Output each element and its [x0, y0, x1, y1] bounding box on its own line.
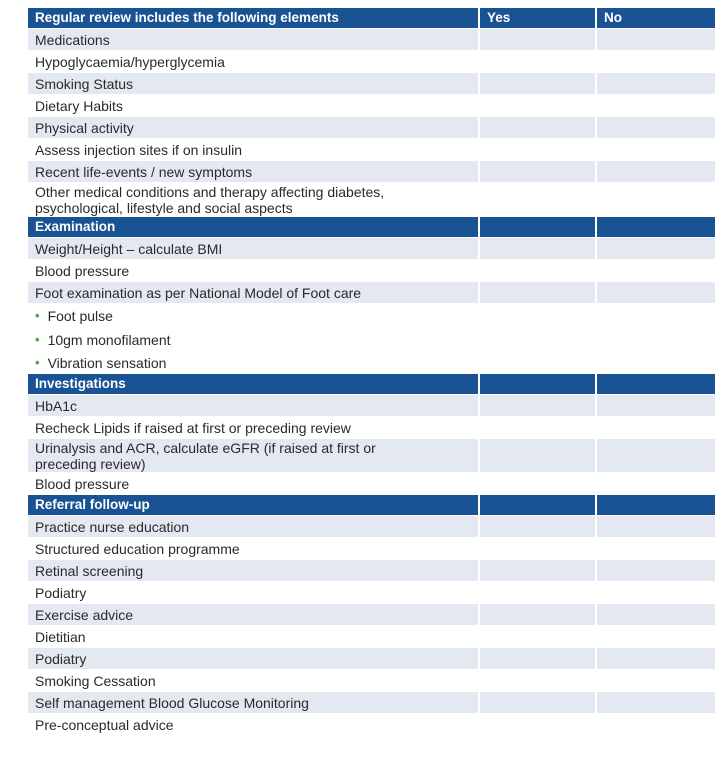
- table-row: [28, 417, 715, 439]
- table-row: [28, 29, 715, 51]
- bullet-icon: •: [35, 331, 40, 347]
- yes-column-header: [480, 374, 597, 394]
- no-cell[interactable]: [597, 51, 715, 72]
- row-label: Practice nurse education: [28, 516, 480, 537]
- yes-cell[interactable]: [480, 183, 597, 216]
- yes-cell[interactable]: [480, 117, 597, 138]
- yes-column-header: [480, 217, 597, 237]
- section-title: Investigations: [28, 374, 480, 394]
- no-cell[interactable]: [597, 282, 715, 303]
- yes-cell[interactable]: [480, 51, 597, 72]
- no-cell[interactable]: [597, 604, 715, 625]
- bullet-text: Foot pulse: [47, 307, 113, 324]
- row-label-line: psychological, lifestyle and social aspects: [35, 199, 293, 216]
- row-label: Exercise advice: [28, 604, 480, 625]
- no-cell[interactable]: [597, 117, 715, 138]
- table-row: [28, 51, 715, 73]
- no-cell[interactable]: [597, 473, 715, 494]
- yes-cell[interactable]: [480, 417, 597, 438]
- yes-cell[interactable]: [480, 692, 597, 713]
- no-cell[interactable]: [597, 516, 715, 537]
- no-cell[interactable]: [597, 417, 715, 438]
- no-cell[interactable]: [597, 714, 715, 735]
- row-label: Medications: [28, 29, 480, 50]
- row-label: Pre-conceptual advice: [28, 714, 480, 735]
- row-label: Recheck Lipids if raised at first or preceding review: [28, 417, 480, 438]
- section-title: Examination: [28, 217, 480, 237]
- no-cell[interactable]: [597, 183, 715, 216]
- bullet-text: 10gm monofilament: [47, 331, 171, 348]
- yes-cell[interactable]: [480, 670, 597, 691]
- row-label: HbA1c: [28, 395, 480, 416]
- no-cell[interactable]: [597, 352, 715, 373]
- yes-cell[interactable]: [480, 648, 597, 669]
- yes-cell[interactable]: [480, 538, 597, 559]
- row-label: Smoking Status: [28, 73, 480, 94]
- row-label: [28, 328, 480, 351]
- row-label-line: preceding review): [35, 455, 146, 472]
- row-label: Assess injection sites if on insulin: [28, 139, 480, 160]
- row-label: Structured education programme: [28, 538, 480, 559]
- review-checklist-table: [28, 8, 715, 736]
- row-label: Podiatry: [28, 648, 480, 669]
- no-cell[interactable]: [597, 648, 715, 669]
- no-cell[interactable]: [597, 328, 715, 351]
- no-cell[interactable]: [597, 238, 715, 259]
- row-label-line: Other medical conditions and therapy affecting diabetes,: [35, 183, 385, 200]
- yes-cell[interactable]: [480, 73, 597, 94]
- yes-cell[interactable]: [480, 95, 597, 116]
- yes-cell[interactable]: [480, 304, 597, 327]
- no-cell[interactable]: [597, 29, 715, 50]
- no-cell[interactable]: [597, 582, 715, 603]
- yes-cell[interactable]: [480, 161, 597, 182]
- yes-cell[interactable]: [480, 516, 597, 537]
- row-label: Blood pressure: [28, 260, 480, 281]
- table-row: [28, 73, 715, 95]
- table-row: [28, 117, 715, 139]
- yes-column-header: Yes: [480, 8, 597, 28]
- table-row: [28, 260, 715, 282]
- row-label-line: Urinalysis and ACR, calculate eGFR (if raised at first or: [35, 439, 376, 456]
- table-row: [28, 714, 715, 736]
- yes-cell[interactable]: [480, 395, 597, 416]
- yes-cell[interactable]: [480, 473, 597, 494]
- table-row: [28, 670, 715, 692]
- table-row: [28, 352, 715, 374]
- section-title: Regular review includes the following elements: [28, 8, 480, 28]
- no-cell[interactable]: [597, 692, 715, 713]
- yes-cell[interactable]: [480, 328, 597, 351]
- row-label: [28, 439, 480, 472]
- no-cell[interactable]: [597, 95, 715, 116]
- yes-cell[interactable]: [480, 139, 597, 160]
- no-column-header: [597, 374, 715, 394]
- table-row: [28, 328, 715, 352]
- no-cell[interactable]: [597, 670, 715, 691]
- section-title: Referral follow-up: [28, 495, 480, 515]
- no-cell[interactable]: [597, 161, 715, 182]
- section-header-examination: [28, 217, 715, 238]
- table-row: [28, 183, 715, 217]
- table-row: [28, 95, 715, 117]
- table-row: [28, 626, 715, 648]
- yes-cell[interactable]: [480, 582, 597, 603]
- no-cell[interactable]: [597, 560, 715, 581]
- yes-cell[interactable]: [480, 604, 597, 625]
- row-label: [28, 304, 480, 327]
- table-row: [28, 395, 715, 417]
- no-cell[interactable]: [597, 73, 715, 94]
- table-row: [28, 282, 715, 304]
- table-row: [28, 538, 715, 560]
- no-cell[interactable]: [597, 260, 715, 281]
- no-cell[interactable]: [597, 538, 715, 559]
- section-header-regular-review: [28, 8, 715, 29]
- row-label: Self management Blood Glucose Monitoring: [28, 692, 480, 713]
- table-row: [28, 648, 715, 670]
- table-row: [28, 604, 715, 626]
- no-column-header: [597, 495, 715, 515]
- yes-cell[interactable]: [480, 29, 597, 50]
- table-row: [28, 560, 715, 582]
- row-label: [28, 352, 480, 373]
- row-label: Dietary Habits: [28, 95, 480, 116]
- yes-cell[interactable]: [480, 560, 597, 581]
- no-cell[interactable]: [597, 626, 715, 647]
- row-label: Retinal screening: [28, 560, 480, 581]
- table-row: [28, 304, 715, 328]
- yes-cell[interactable]: [480, 282, 597, 303]
- bullet-icon: •: [35, 354, 40, 370]
- yes-cell[interactable]: [480, 626, 597, 647]
- row-label: Foot examination as per National Model of Foot care: [28, 282, 480, 303]
- yes-cell[interactable]: [480, 352, 597, 373]
- bullet-icon: •: [35, 307, 40, 323]
- table-row: [28, 161, 715, 183]
- row-label: Smoking Cessation: [28, 670, 480, 691]
- no-column-header: No: [604, 10, 622, 25]
- yes-cell[interactable]: [480, 238, 597, 259]
- yes-cell[interactable]: [480, 260, 597, 281]
- no-column-header: [597, 217, 715, 237]
- yes-cell[interactable]: [480, 439, 597, 472]
- table-row: [28, 139, 715, 161]
- no-cell[interactable]: [597, 139, 715, 160]
- no-cell[interactable]: [597, 395, 715, 416]
- yes-cell[interactable]: [480, 714, 597, 735]
- no-cell[interactable]: [597, 304, 715, 327]
- row-label: Physical activity: [28, 117, 480, 138]
- no-cell[interactable]: [597, 439, 715, 472]
- section-header-referral-follow-up: [28, 495, 715, 516]
- table-row: [28, 238, 715, 260]
- yes-column-header: [480, 495, 597, 515]
- table-row: [28, 516, 715, 538]
- row-label: Weight/Height – calculate BMI: [28, 238, 480, 259]
- bullet-text: Vibration sensation: [47, 354, 167, 371]
- table-row: [28, 439, 715, 473]
- row-label: Dietitian: [28, 626, 480, 647]
- table-row: [28, 582, 715, 604]
- row-label: Blood pressure: [28, 473, 480, 494]
- row-label: Recent life-events / new symptoms: [28, 161, 480, 182]
- row-label: [28, 183, 480, 216]
- table-row: [28, 692, 715, 714]
- table-row: [28, 473, 715, 495]
- section-header-investigations: [28, 374, 715, 395]
- row-label: Hypoglycaemia/hyperglycemia: [28, 51, 480, 72]
- row-label: Podiatry: [28, 582, 480, 603]
